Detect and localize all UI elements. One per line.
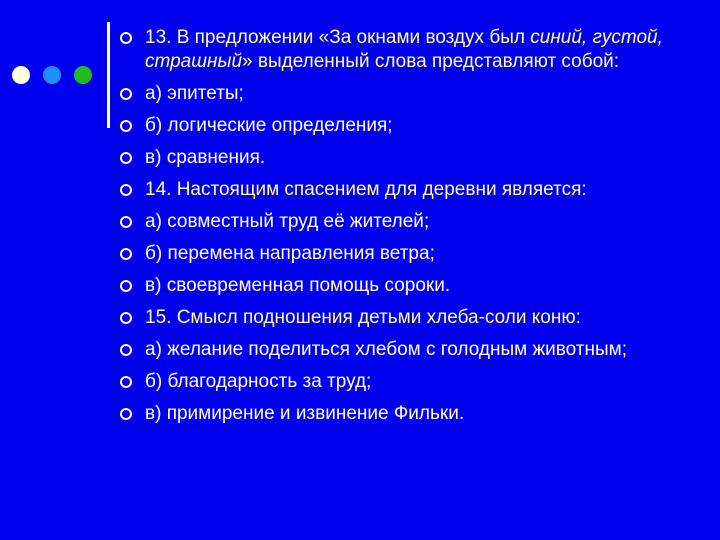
decor-dot-2 xyxy=(43,66,61,84)
answer-option xyxy=(118,338,698,362)
decor-dots xyxy=(12,66,92,84)
question-item xyxy=(118,306,698,330)
answer-option xyxy=(118,210,698,234)
ring-bullet-icon xyxy=(120,32,132,44)
answer-option xyxy=(118,146,698,170)
item-text: а) совместный труд её жителей; xyxy=(145,211,430,232)
answer-option xyxy=(118,114,698,138)
ring-bullet-icon xyxy=(120,280,132,292)
item-text: 15. Смысл подношения детьми хлеба-соли коню: xyxy=(145,307,581,328)
ring-bullet-icon xyxy=(120,184,132,196)
answer-option xyxy=(118,402,698,426)
item-text: б) перемена направления ветра; xyxy=(145,243,435,264)
ring-bullet-icon xyxy=(120,88,132,100)
answer-option xyxy=(118,82,698,106)
item-text: б) благодарность за труд; xyxy=(145,371,372,392)
item-text: в) примирение и извинение Фильки. xyxy=(145,403,465,424)
answer-option xyxy=(118,274,698,298)
ring-bullet-icon xyxy=(120,408,132,420)
answer-option xyxy=(118,370,698,394)
decor-dot-1 xyxy=(12,66,30,84)
decor-dot-3 xyxy=(74,66,92,84)
ring-bullet-icon xyxy=(120,312,132,324)
decor-divider-line xyxy=(107,22,110,128)
question-item xyxy=(118,26,698,74)
item-text: 14. Настоящим спасением для деревни является: xyxy=(145,179,587,200)
ring-bullet-icon xyxy=(120,120,132,132)
item-text: а) желание поделиться хлебом с голодным животным; xyxy=(145,339,627,360)
ring-bullet-icon xyxy=(120,216,132,228)
item-text: в) своевременная помощь сороки. xyxy=(145,275,451,296)
item-text: 13. В предложении «За окнами воздух был xyxy=(145,27,531,48)
emphasized-text: синий, густой, страшный xyxy=(145,27,663,72)
answer-option xyxy=(118,242,698,266)
question-item xyxy=(118,178,698,202)
ring-bullet-icon xyxy=(120,344,132,356)
item-text: б) логические определения; xyxy=(145,115,393,136)
ring-bullet-icon xyxy=(120,376,132,388)
item-text: в) сравнения. xyxy=(145,147,266,168)
quiz-list xyxy=(118,26,698,434)
item-text: » выделенный слова представляют собой: xyxy=(242,51,620,72)
ring-bullet-icon xyxy=(120,248,132,260)
ring-bullet-icon xyxy=(120,152,132,164)
item-text: а) эпитеты; xyxy=(145,83,244,104)
